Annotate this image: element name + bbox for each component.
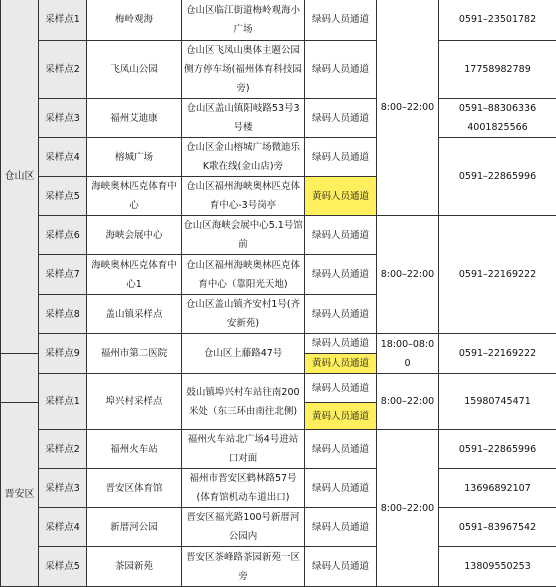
table-row — [1, 41, 556, 99]
channel-green: 绿码人员通道 — [305, 469, 377, 508]
site-address: 福州市晋安区鹤林路57号(体育馆机动车道出口) — [182, 469, 305, 508]
channel-green: 绿码人员通道 — [305, 0, 377, 41]
point-label: 采样点5 — [39, 177, 87, 216]
table-row — [1, 508, 556, 547]
phone: 0591–22169222 — [439, 216, 556, 334]
point-label: 采样点2 — [39, 41, 87, 99]
phone: 17758982789 — [439, 41, 556, 99]
table-row — [1, 469, 556, 508]
district-cangshan: 仓山区 — [1, 0, 39, 354]
channel-green: 绿码人员通道 — [305, 334, 377, 354]
site-address: 福州火车站北广场4号进站口对面 — [182, 430, 305, 469]
site-address: 仓山区金山榕城广场微迪乐K歌在线(金山店)旁 — [182, 138, 305, 177]
point-label: 采样点7 — [39, 255, 87, 295]
phone: 0591–88306336 — [459, 103, 536, 114]
phone: 0591–22169222 — [439, 334, 556, 374]
channel-green: 绿码人员通道 — [305, 138, 377, 177]
table-row — [1, 430, 556, 469]
phone: 4001825566 — [467, 122, 527, 133]
channel-green: 绿码人员通道 — [305, 295, 377, 334]
table-row — [1, 334, 556, 354]
point-label: 采样点2 — [39, 430, 87, 469]
point-label: 采样点4 — [39, 138, 87, 177]
site-address: 仓山区飞凤山奥体主题公园侧方停车场(福州体育科技园旁) — [182, 41, 305, 99]
point-label: 采样点5 — [39, 547, 87, 587]
site-address: 仓山区盖山镇齐安村1号(齐安新苑) — [182, 295, 305, 334]
site-name: 海峡会展中心 — [87, 216, 182, 255]
point-label: 采样点8 — [39, 295, 87, 334]
hours: 8:00–22:00 — [377, 0, 439, 216]
channel-green: 绿码人员通道 — [305, 41, 377, 99]
phone: 0591–23501782 — [439, 0, 556, 41]
site-address: 仓山区临江街道梅岭观海小广场 — [182, 0, 305, 41]
phone: 15980745471 — [439, 374, 556, 430]
site-address: 仓山区海峡会展中心5.1号馆前 — [182, 216, 305, 255]
channel-green: 绿码人员通道 — [305, 547, 377, 587]
table-row — [1, 547, 556, 587]
channel-green: 绿码人员通道 — [305, 374, 377, 403]
phone: 0591–22865996 — [439, 138, 556, 216]
point-label: 采样点9 — [39, 334, 87, 374]
point-label: 采样点3 — [39, 99, 87, 138]
channel-yellow: 黄码人员通道 — [305, 403, 377, 430]
site-name: 福州市第二医院 — [87, 334, 182, 374]
channel-green: 绿码人员通道 — [305, 216, 377, 255]
point-label: 采样点3 — [39, 469, 87, 508]
channel-green: 绿码人员通道 — [305, 430, 377, 469]
district-jinan: 晋安区 — [1, 403, 39, 587]
phone: 0591–22865996 — [439, 430, 556, 469]
site-name: 福州艾迪康 — [87, 99, 182, 138]
hours: 8:00–22:00 — [377, 216, 439, 334]
site-address: 仓山区福州海峡奥林匹克体育中心-3号岗亭 — [182, 177, 305, 216]
site-name: 新厝河公园 — [87, 508, 182, 547]
district-jinan-top — [1, 354, 39, 403]
point-label: 采样点4 — [39, 508, 87, 547]
site-name: 福州火车站 — [87, 430, 182, 469]
site-name: 梅岭观海 — [87, 0, 182, 41]
site-name: 埠兴村采样点 — [87, 374, 182, 430]
site-address: 仓山区盖山镇阳岐路53号3号楼 — [182, 99, 305, 138]
site-address: 仓山区福州海峡奥林匹克体育中心（靠阳光天地) — [182, 255, 305, 295]
table-row — [1, 0, 556, 41]
channel-yellow: 黄码人员通道 — [305, 354, 377, 374]
table-row — [1, 99, 556, 138]
site-address: 晋安区福光路100号新厝河公园内 — [182, 508, 305, 547]
point-label: 采样点1 — [39, 0, 87, 41]
channel-green: 绿码人员通道 — [305, 508, 377, 547]
site-name: 海峡奥林匹克体育中心 — [87, 177, 182, 216]
table-row — [1, 374, 556, 403]
phone: 0591–83967542 — [439, 508, 556, 547]
hours: 8:00–22:00 — [377, 430, 439, 587]
site-address: 仓山区上藤路47号 — [182, 334, 305, 374]
hours: 8:00–22:00 — [377, 374, 439, 430]
hours: 18:00–08:00 — [377, 334, 439, 374]
channel-green: 绿码人员通道 — [305, 255, 377, 295]
table-row — [1, 138, 556, 177]
site-name: 晋安区体育馆 — [87, 469, 182, 508]
site-name: 盖山镇采样点 — [87, 295, 182, 334]
phone: 13809550253 — [439, 547, 556, 587]
site-name: 海峡奥林匹克体育中心1 — [87, 255, 182, 295]
site-name: 飞凤山公园 — [87, 41, 182, 99]
phone: 13696892107 — [439, 469, 556, 508]
channel-green: 绿码人员通道 — [305, 99, 377, 138]
phone-pair — [439, 99, 556, 138]
site-address: 晋安区茶峰路茶园新苑一区旁 — [182, 547, 305, 587]
site-name: 茶园新苑 — [87, 547, 182, 587]
point-label: 采样点1 — [39, 374, 87, 430]
site-name: 榕城广场 — [87, 138, 182, 177]
table-row — [1, 216, 556, 255]
site-address: 鼓山镇埠兴村车站往南200米处（东三环由南往北侧) — [182, 374, 305, 430]
channel-yellow: 黄码人员通道 — [305, 177, 377, 216]
point-label: 采样点6 — [39, 216, 87, 255]
